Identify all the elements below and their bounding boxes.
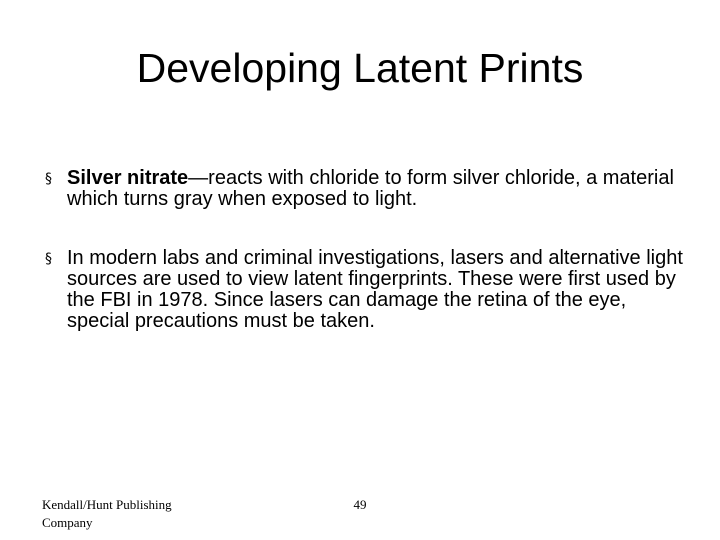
bullet-body: —reacts with chloride to form silver chloride, a material which turns gray when exposed to light. (67, 167, 674, 210)
bullet-lead-term: Silver nitrate (67, 167, 189, 189)
bullet-body: In modern labs and criminal investigations, lasers and alternative light sources are used to view latent fingerprints. These were first used by the FBI in 1978. Since lasers can damage the retina of the eye, special precautions must be taken. (67, 247, 683, 332)
bullet-silver-nitrate (45, 168, 685, 210)
bullet-text (67, 168, 685, 210)
bullet-lasers (45, 248, 685, 332)
page-number: 49 (353, 497, 367, 512)
bullet-marker-icon: § (45, 251, 52, 267)
slide-title: Developing Latent Prints (136, 45, 584, 91)
footer-publisher: Kendall/Hunt Publishing Company (42, 497, 172, 530)
bullet-marker-icon: § (45, 171, 52, 187)
